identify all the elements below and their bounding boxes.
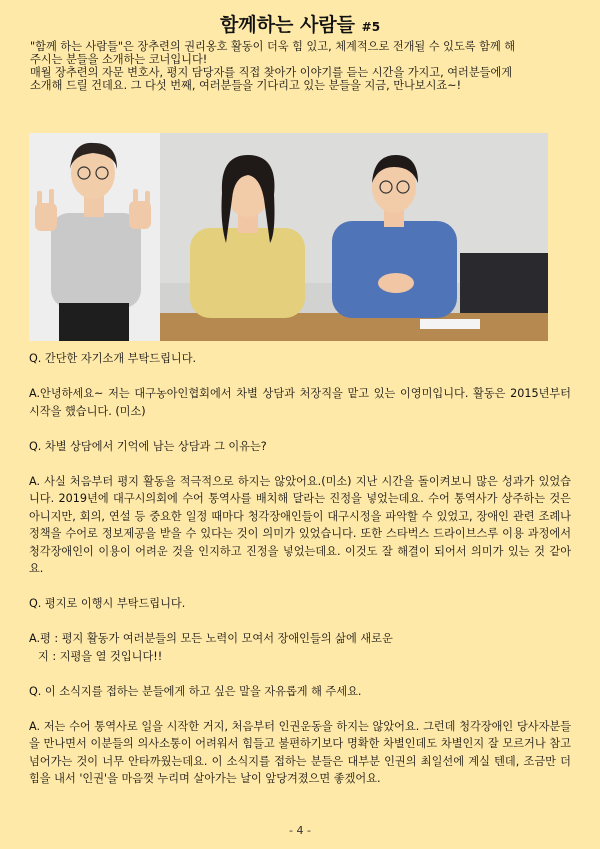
answer-3-line-2: 지 : 지평을 열 것입니다!! <box>38 649 163 663</box>
question-1: Q. 간단한 자기소개 부탁드립니다. <box>29 352 197 365</box>
intro-line: 매월 장추련의 자문 변호사, 평지 담당자를 직접 찾아가 이야기를 듣는 시간을 가지고, 여러분들에게 <box>30 66 513 79</box>
intro-line: 주시는 분들을 소개하는 코너입니다! <box>30 53 208 66</box>
title-text: 함께하는 사람들 <box>219 14 356 36</box>
answer-3-line-1: A.평 : 평지 활동가 여러분들의 모든 노력이 모여서 장애인들의 삶에 새로운 <box>29 632 393 645</box>
intro-line: "함께 하는 사람들"은 장추련의 권리옹호 활동이 더욱 힘 있고, 체계적으로 전개될 수 있도록 함께 해 <box>30 40 516 53</box>
interview-photo <box>160 133 548 341</box>
answer-4: A. 저는 수어 통역사로 일을 시작한 거지, 처음부터 인권운동을 하지는 않았어요. 그런데 청각장애인 당사자분들을 만나면서 이분들의 의사소통이 어려워서 힘들고 불편하기보다 명확한 차별인데도 차별인지 잘 모르거나 참고 넘어가는 것이 너무 안타까웠는데요. 이 소식지를 접하는 분들은 대부분 인권의 최일선에 계실 텐데, 조금만 더 힘을 내서 '인권'을 마음껏 누리며 살아가는 날이 앞당겨졌으면 좋겠어요. <box>29 719 571 785</box>
question-2: Q. 차별 상담에서 기억에 남는 상담과 그 이유는? <box>29 439 267 453</box>
answer-1: A.안녕하세요~ 저는 대구농아인협회에서 차별 상담과 처장직을 맡고 있는 이영미입니다. 활동은 2015년부터 시작을 했습니다. (미소) <box>29 387 571 418</box>
page-number: - 4 - <box>289 824 311 837</box>
answer-2: A. 사실 처음부터 평지 활동을 적극적으로 하지는 않았어요.(미소) 지난 시간을 돌이켜보니 많은 성과가 있었습니다. 2019년에 대구시의회에 수어 통역사를 배치해 달라는 진정을 넣었는데요. 수어 통역사가 상주하는 것은 아니지만, 회의, 연설 등 중요한 일정 때마다 청각장애인들이 대구시정을 파악할 수 있었고, 장애인 관련 조례나 정책을 수어로 정보제공을 받을 수 있다는 것이 의미가 있었습니다. 또한 스타벅스 드라이브스루 이용 과정에서 청각장애인이 이용이 어려운 것을 인지하고 진정을 넣었는데요. 이것도 잘 해결이 되어서 의미가 있는 것 같아요. <box>29 474 571 575</box>
sign-language-photo <box>29 133 160 341</box>
intro-text <box>30 40 575 92</box>
interview-body <box>29 350 571 788</box>
intro-line: 소개해 드릴 건데요. 그 다섯 번째, 여러분들을 기다리고 있는 분들을 지금, 만나보시죠~! <box>30 79 462 92</box>
title-number: #5 <box>361 20 381 34</box>
question-4: Q. 이 소식지를 접하는 분들에게 하고 싶은 말을 자유롭게 해 주세요. <box>29 684 362 698</box>
page-title <box>0 10 600 37</box>
question-3: Q. 평지로 이행시 부탁드립니다. <box>29 597 186 610</box>
